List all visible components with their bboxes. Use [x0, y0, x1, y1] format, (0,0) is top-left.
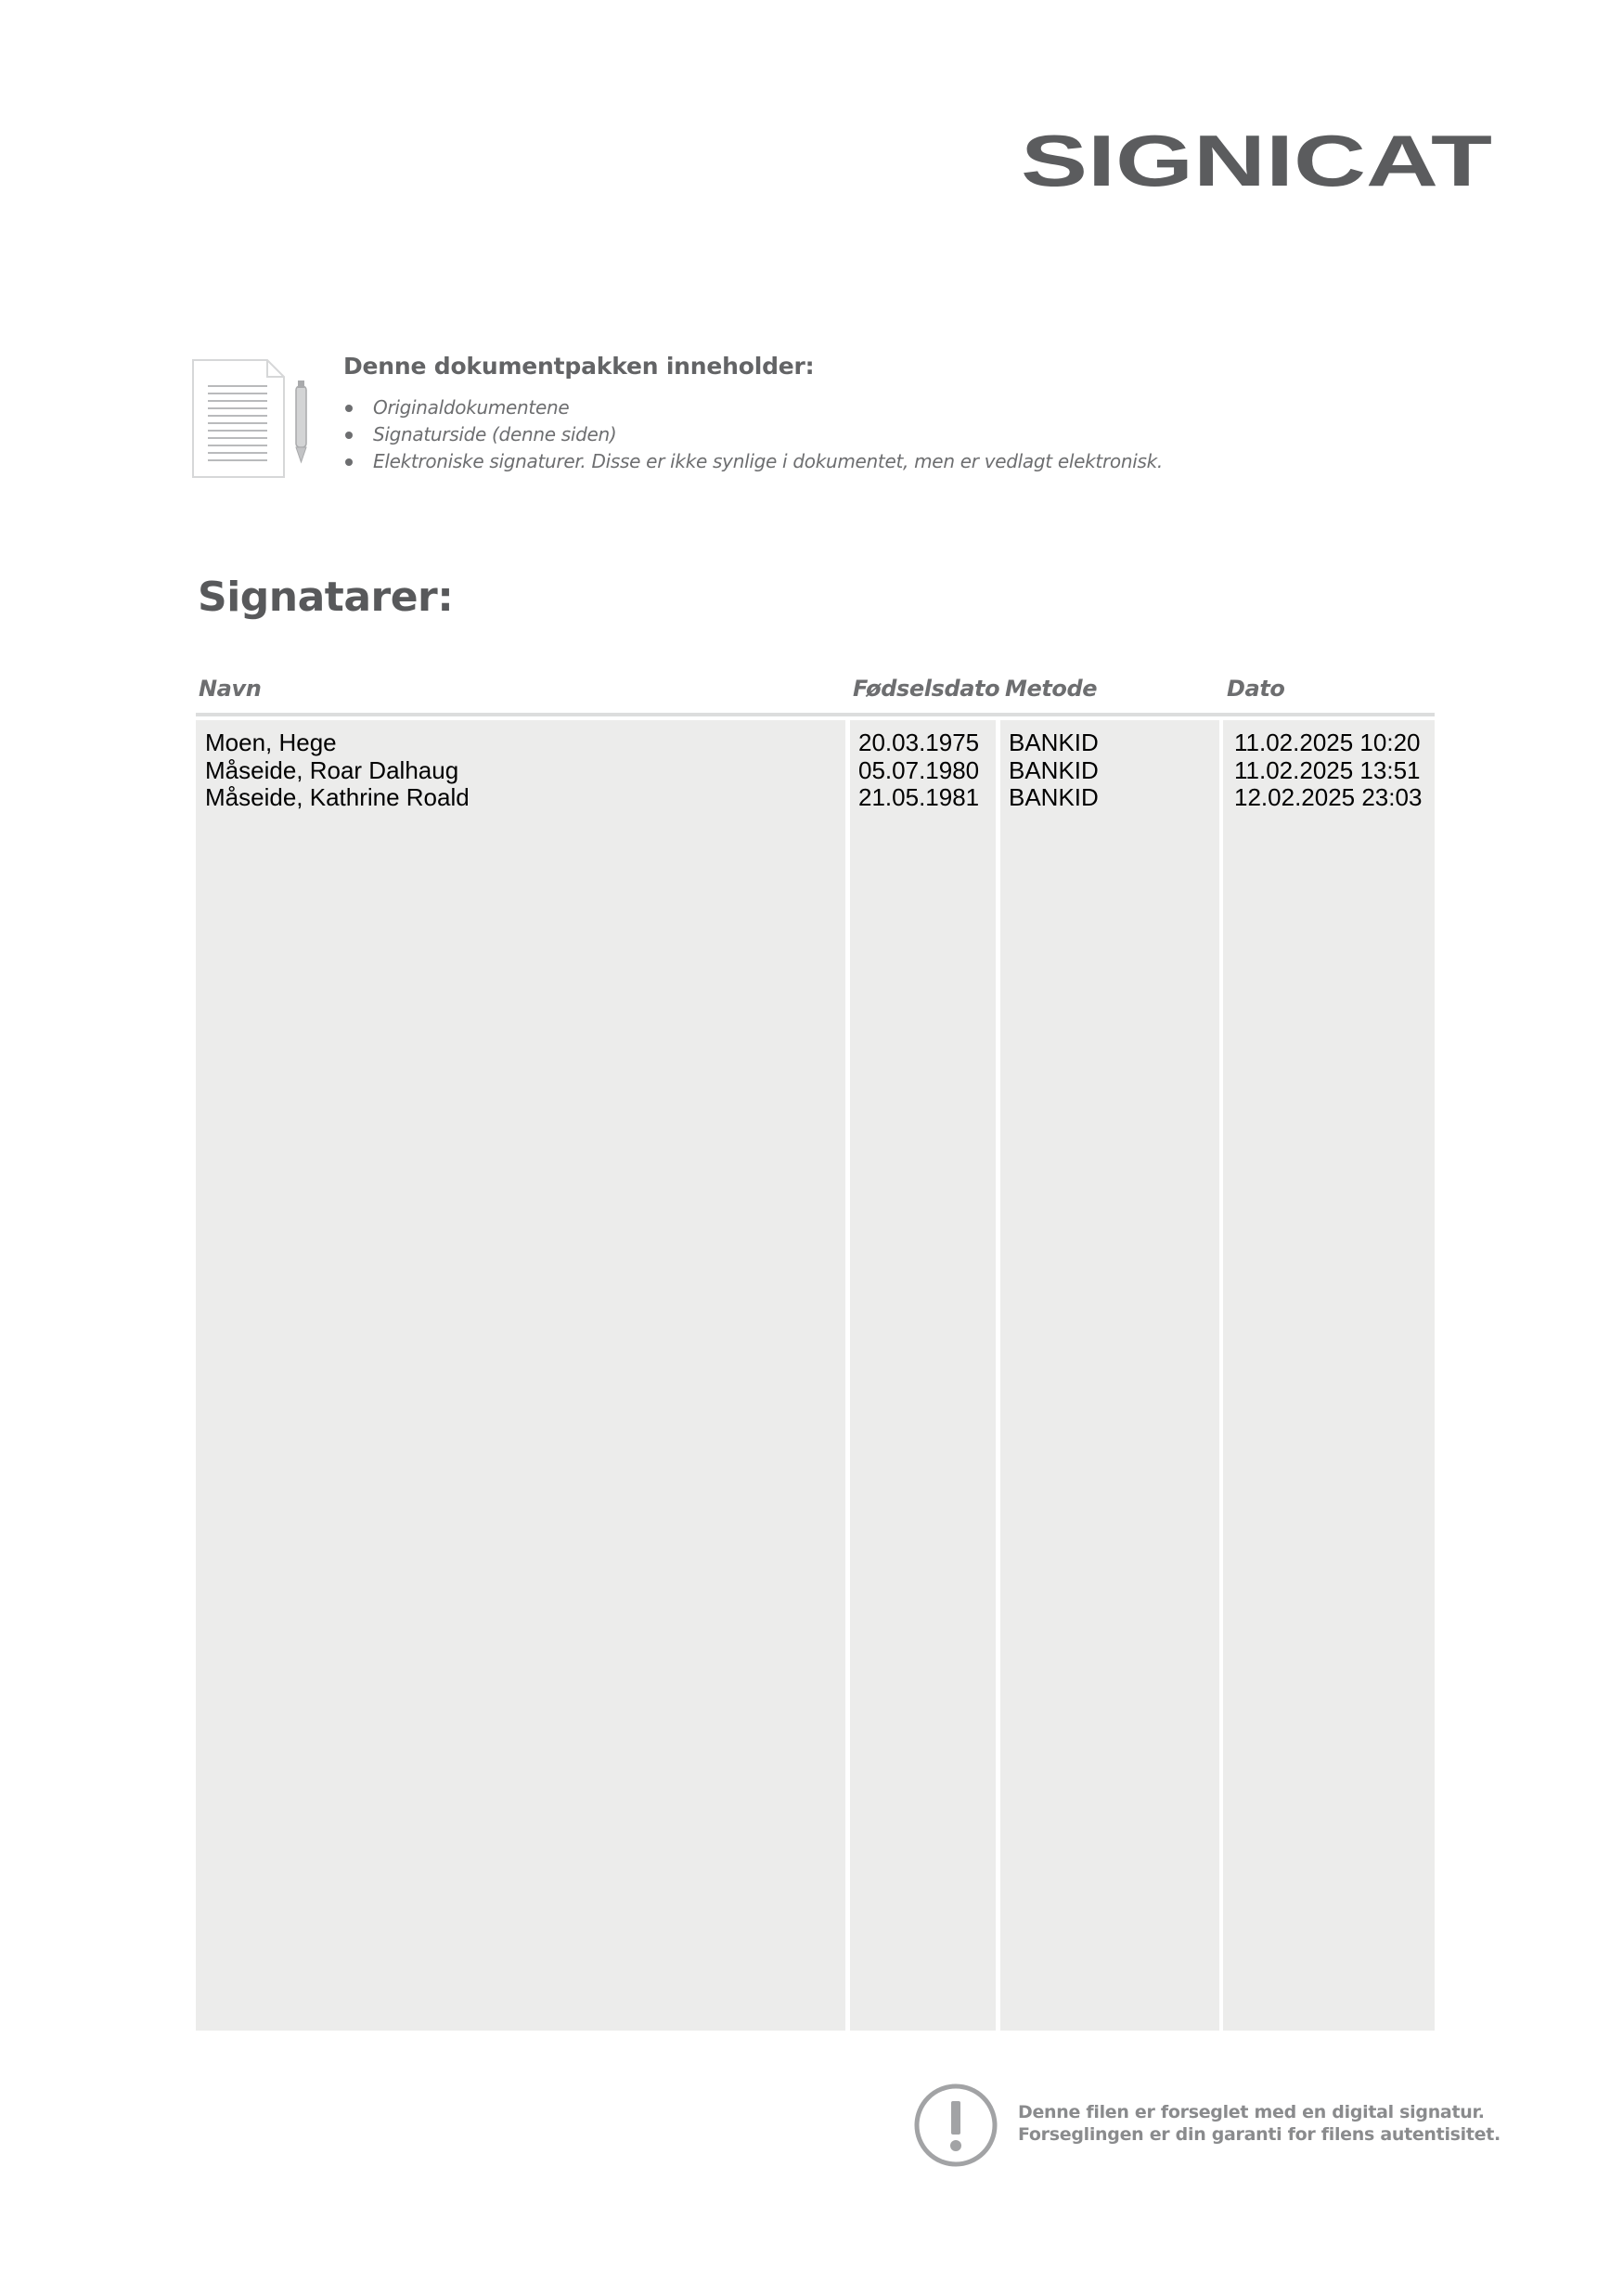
cell-name: Måseide, Kathrine Roald: [205, 783, 470, 811]
logo-text: SIGNICAT: [1021, 128, 1492, 191]
document-with-pen-icon: [191, 358, 321, 479]
cell-method: BANKID: [1009, 729, 1099, 756]
cell-birthdate: 20.03.1975: [858, 729, 980, 756]
package-contents: [343, 353, 1271, 475]
list-item-text: Elektroniske signaturer. Disse er ikke synlige i dokumentet, men er vedlagt elektronisk.: [373, 450, 1163, 472]
column-header-name: Navn: [199, 676, 262, 702]
cell-method: BANKID: [1009, 783, 1099, 811]
column-name-background: [196, 720, 845, 2031]
cell-name: Måseide, Roar Dalhaug: [205, 756, 459, 784]
page-title: Signatarer:: [198, 574, 454, 621]
cell-date: 12.02.2025 23:03: [1234, 783, 1423, 811]
column-date-background: [1223, 720, 1435, 2031]
column-header-date: Dato: [1227, 676, 1285, 702]
list-item-text: Signaturside (denne siden): [373, 423, 617, 445]
seal-notice-line-2: Forseglingen er din garanti for filens autentisitet.: [1018, 2124, 1501, 2145]
column-method-background: [1000, 720, 1219, 2031]
header-divider: [196, 713, 1435, 716]
column-birthdate-background: [850, 720, 996, 2031]
seal-notice-line-1: Denne filen er forseglet med en digital signatur.: [1018, 2102, 1485, 2122]
cell-birthdate: 21.05.1981: [858, 783, 980, 811]
cell-date: 11.02.2025 10:20: [1234, 729, 1421, 756]
list-item: [343, 448, 1271, 475]
package-contents-heading: Denne dokumentpakken inneholder:: [343, 353, 815, 380]
package-contents-list: [343, 394, 1271, 475]
cell-name: Moen, Hege: [205, 729, 337, 756]
column-header-birthdate: Fødselsdato: [853, 676, 1000, 702]
bullet-icon: [345, 458, 353, 466]
bullet-icon: [345, 432, 353, 439]
exclamation-circle-icon: [913, 2083, 998, 2168]
seal-notice: [1018, 2101, 1501, 2146]
signicat-logo: [1021, 128, 1494, 191]
column-header-method: Metode: [1005, 676, 1098, 702]
cell-method: BANKID: [1009, 756, 1099, 784]
cell-birthdate: 05.07.1980: [858, 756, 980, 784]
list-item: [343, 394, 1271, 421]
cell-date: 11.02.2025 13:51: [1234, 756, 1421, 784]
bullet-icon: [345, 405, 353, 412]
list-item: [343, 421, 1271, 448]
list-item-text: Originaldokumentene: [373, 396, 570, 419]
